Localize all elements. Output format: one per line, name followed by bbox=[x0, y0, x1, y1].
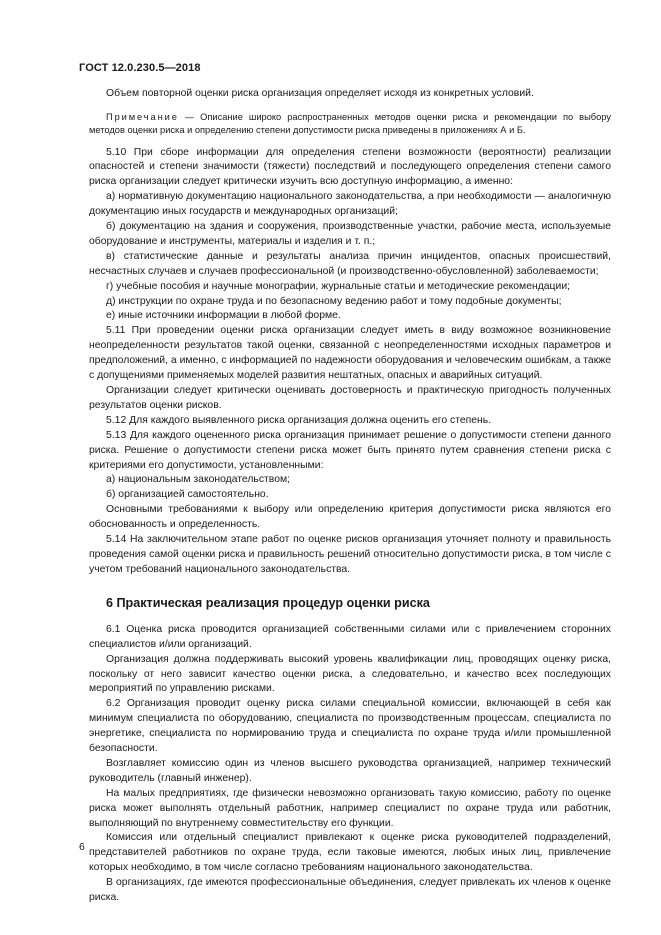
list-item-v: в) статистические данные и результаты анализа причин инцидентов, опасных происшествий, несчастных случаев и случаев профессиональной (и производственно-обусловленной) заболеваемости; bbox=[89, 250, 611, 277]
paragraph-5-12: 5.12 Для каждого выявленного риска организация должна оценить его степень. bbox=[106, 414, 492, 426]
paragraph-6-1-cont: Организация должна поддерживать высокий уровень квалификации лиц, проводящих оценку риска, поскольку от него зависит качество оценки риска, а следовательно, и качество всех последующих мероприятий по управлению рисками. bbox=[89, 653, 611, 695]
note-label: Примечание bbox=[106, 111, 179, 122]
paragraph-6-2-head: Возглавляет комиссию один из членов высшего руководства организацией, например технический руководитель (главный инженер). bbox=[89, 757, 611, 784]
paragraph-repeat-assessment: Объем повторной оценки риска организация определяет исходя из конкретных условий. bbox=[106, 88, 534, 99]
paragraph-6-2-involvement: Комиссия или отдельный специалист привлекают к оценке риска руководителей подразделений, представителей работников по охране труда, если таковые имеются, любых иных лиц, привлечение которых необходимо, в том числе согласно требованиям национального законодательства. bbox=[89, 832, 611, 874]
paragraph-5-11-cont: Организации следует критически оценивать достоверность и практическую пригодность полученных результатов оценки рисков. bbox=[89, 385, 611, 411]
document-header: ГОСТ 12.0.230.5—2018 bbox=[79, 62, 201, 74]
criteria-item-b: б) организацией самостоятельно. bbox=[106, 489, 269, 501]
paragraph-6-2: 6.2 Организация проводит оценку риска силами специальной комиссии, включающей в себя как минимум специалиста по оборудованию, специалиста по производственным процессам, специалиста по энергетике, специалиста по нормированию труда и специалиста по охране труда и/или промышленной безопасности. bbox=[89, 698, 611, 755]
paragraph-6-2-unions: В организациях, где имеются профессиональные объединения, следует привлекать их членов к оценке риска. bbox=[89, 877, 611, 904]
document-body bbox=[89, 87, 611, 906]
paragraph-5-10: 5.10 При сборе информации для определения степени возможности (вероятности) реализации опасностей и степени значимости (тяжести) последствий и последующего определения степени самого риска организации следует критически изучить всю доступную информацию, а именно: bbox=[89, 146, 611, 188]
paragraph-criteria-requirements: Основными требованиями к выбору или определению критерия допустимости риска являются его обоснованность и определенность. bbox=[89, 504, 611, 531]
list-item-e: е) иные источники информации в любой форме. bbox=[106, 310, 341, 322]
section-6-heading: 6 Практическая реализация процедур оценки риска bbox=[106, 595, 430, 610]
paragraph-5-13: 5.13 Для каждого оцененного риска организация принимает решение о допустимости степени данного риска. Решение о допустимости степени риска может быть принято путем сравнения степени риска с критериями его допустимости, установленными: bbox=[89, 429, 611, 471]
note-text: — Описание широко распространенных методов оценки риска и рекомендации по выбору методов оценки риска и определению степени допустимости риска приведены в приложениях А и Б. bbox=[89, 111, 611, 135]
paragraph-5-14: 5.14 На заключительном этапе работ по оценке рисков организация уточняет полноту и правильность проведения самой оценки риска и правильность решений относительно допустимости риска, в том числе с учетом требований национального законодательства. bbox=[89, 534, 611, 575]
list-item-a: а) нормативную документацию национального законодательства, а при необходимости — аналогичную документацию иных государств и международных организаций; bbox=[89, 191, 611, 218]
paragraph-5-11: 5.11 При проведении оценки риска организации следует иметь в виду возможное возникновение неопределенности результатов такой оценки, связанной с неопределенностями исходных параметров и предположений, а именно, с информацией по надежности оборудования и человеческим ошибкам, а также с допущениями применяемых моделей развития нештатных, опасных и аварийных ситуаций. bbox=[89, 325, 611, 382]
list-item-d: д) инструкции по охране труда и по безопасному ведению работ и тому подобные документы; bbox=[106, 295, 562, 307]
list-item-b: б) документацию на здания и сооружения, производственные участки, рабочие места, используемые оборудование и инструменты, материалы и изделия и т. п.; bbox=[89, 221, 611, 247]
list-item-g: г) учебные пособия и научные монографии, журнальные статьи и методические рекомендации; bbox=[106, 280, 571, 292]
paragraph-6-2-small-enterprises: На малых предприятиях, где физически невозможно организовать такую комиссию, работу по оценке риска может выполнять отдельный работник, например специалист по охране труда или работник, выполняющий по внутреннему совместительству его функции. bbox=[89, 787, 611, 829]
paragraph-6-1: 6.1 Оценка риска проводится организацией собственными силами или с привлечением сторонних специалистов и/или организаций. bbox=[89, 623, 611, 650]
criteria-item-a: а) национальным законодательством; bbox=[106, 474, 291, 486]
page-number: 6 bbox=[79, 842, 85, 853]
note bbox=[89, 111, 611, 137]
